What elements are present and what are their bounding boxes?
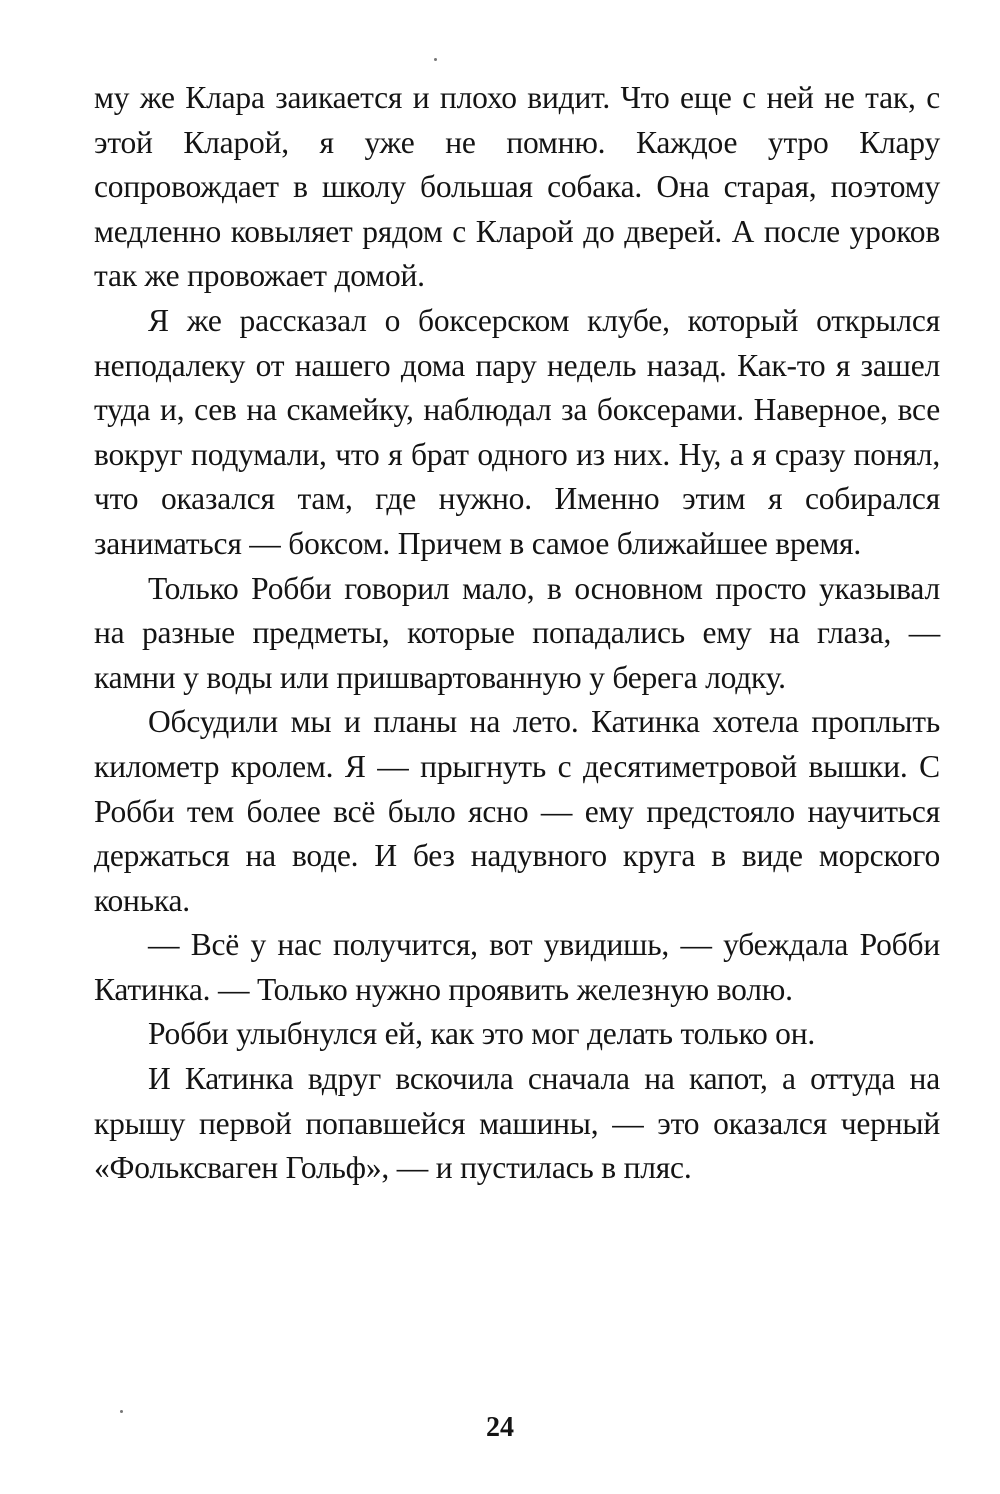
scan-speck [434, 58, 437, 61]
page-number: 24 [486, 1412, 514, 1443]
paragraph-4: Обсудили мы и планы на лето. Катинка хотела проплыть километр кролем. Я — прыгнуть с десятиметровой вышки. С Робби тем более всё было ясно — ему предстояло научиться держаться на воде. И без надувного круга в виде морского конька. [94, 704, 940, 918]
paragraph-7: И Катинка вдруг вскочила сначала на капот, а оттуда на крышу первой попавшейся машины, — это оказался черный «Фольксваген Гольф», — и пустилась в пляс. [94, 1061, 940, 1186]
paragraph-1: му же Клара заикается и плохо видит. Что еще с ней не так, с этой Кларой, я уже не помню. Каждое утро Клару сопровождает в школу большая собака. Она старая, поэтому медленно ковыляет рядом с Кларой до дверей. А после уроков так же провожает домой. [94, 80, 940, 294]
paragraph-3: Только Робби говорил мало, в основном просто указывал на разные предметы, которые попадались ему на глаза, — камни у воды или пришвартованную у берега лодку. [94, 570, 940, 695]
paragraph-2: Я же рассказал о боксерском клубе, который открылся неподалеку от нашего дома пару недель назад. Как-то я зашел туда и, сев на скамейку, наблюдал за боксерами. Наверное, все вокруг подумали, что я брат одного из них. Ну, а я сразу понял, что оказался там, где нужно. Именно этим я собирался заниматься — боксом. Причем в самое ближайшее время. [94, 302, 940, 561]
scan-speck [120, 1410, 123, 1413]
paragraph-6: Робби улыбнулся ей, как это мог делать только он. [148, 1016, 816, 1052]
body-text [94, 76, 940, 1191]
paragraph-5: — Всё у нас получится, вот увидишь, — убеждала Робби Катинка. — Только нужно проявить железную волю. [94, 927, 940, 1007]
